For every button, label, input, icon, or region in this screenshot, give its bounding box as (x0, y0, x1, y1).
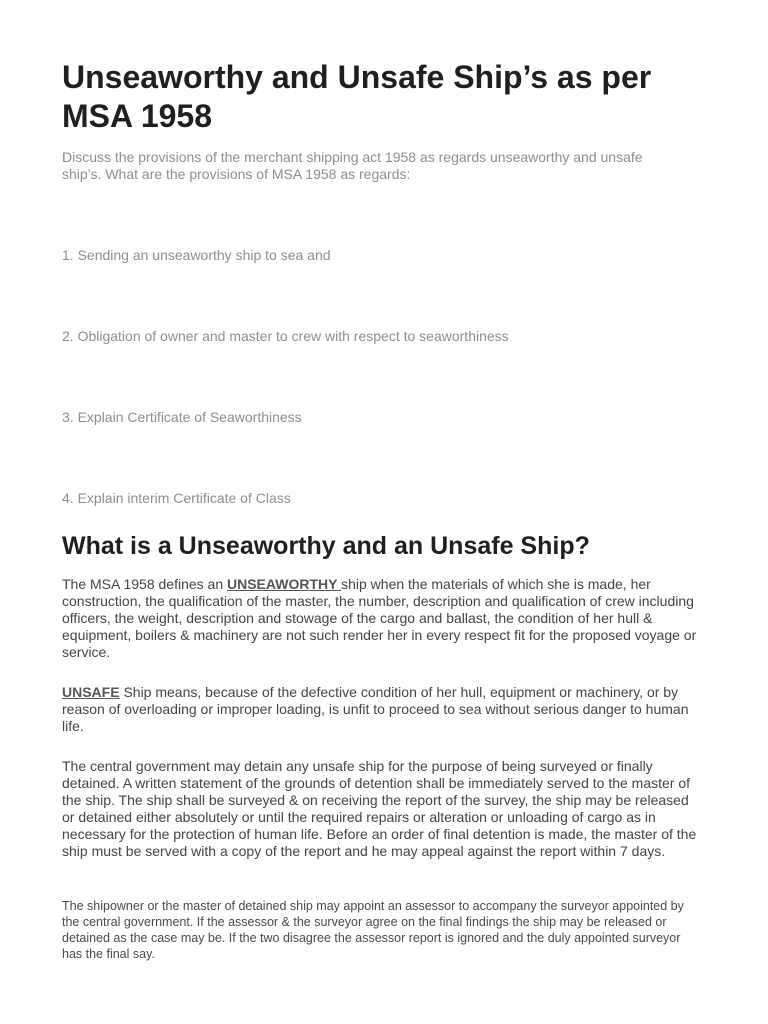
question-item-2: 2. Obligation of owner and master to crew with respect to seaworthiness (62, 328, 509, 344)
question-item-3: 3. Explain Certificate of Seaworthiness (62, 409, 302, 425)
unsafe-definition-paragraph (62, 684, 702, 735)
question-item-1: 1. Sending an unseaworthy ship to sea and (62, 247, 331, 263)
unsafe-term: UNSAFE (62, 684, 120, 700)
intro-paragraph: Discuss the provisions of the merchant shipping act 1958 as regards unseaworthy and unsafe ship’s. What are the provisions of MSA 1958 as regards: (62, 149, 643, 182)
unsafe-body-text: Ship means, because of the defective condition of her hull, equipment or machinery, or by reason of overloading or improper loading, is unfit to proceed to sea without serious danger to human life. (62, 684, 689, 734)
section-heading: What is a Unseaworthy and an Unsafe Ship? (62, 532, 590, 560)
assessor-paragraph: The shipowner or the master of detained ship may appoint an assessor to accompany the surveyor appointed by the central government. If the assessor & the surveyor agree on the final findings the ship may be released or detained as the case may be. If the two disagree the assessor report is ignored and the duly appointed surveyor has the final say. (62, 899, 684, 961)
detention-paragraph: The central government may detain any unsafe ship for the purpose of being surveyed or finally detained. A written statement of the grounds of detention shall be immediately served to the master of the ship. The ship shall be surveyed & on receiving the report of the survey, the ship may be released or detained either absolutely or until the required repairs or alteration or unloading of cargo as in necessary for the protection of human life. Before an order of final detention is made, the master of the ship must be served with a copy of the report and he may appeal against the report within 7 days. (62, 758, 697, 859)
unseaworthy-term: UNSEAWORTHY (227, 576, 342, 592)
unseaworthy-lead-text: The MSA 1958 defines an (62, 576, 227, 592)
unseaworthy-definition-paragraph (62, 576, 702, 661)
unseaworthy-body-text: ship when the materials of which she is made, her construction, the qualification of the master, the number, description and qualification of crew including officers, the weight, description and stowage of the cargo and ballast, the condition of her hull & equipment, boilers & machinery are not such render her in every respect fit for the proposed voyage or service. (62, 576, 697, 660)
question-item-4: 4. Explain interim Certificate of Class (62, 490, 291, 506)
page-title: Unseaworthy and Unsafe Ship’s as per MSA 1958 (62, 59, 652, 134)
